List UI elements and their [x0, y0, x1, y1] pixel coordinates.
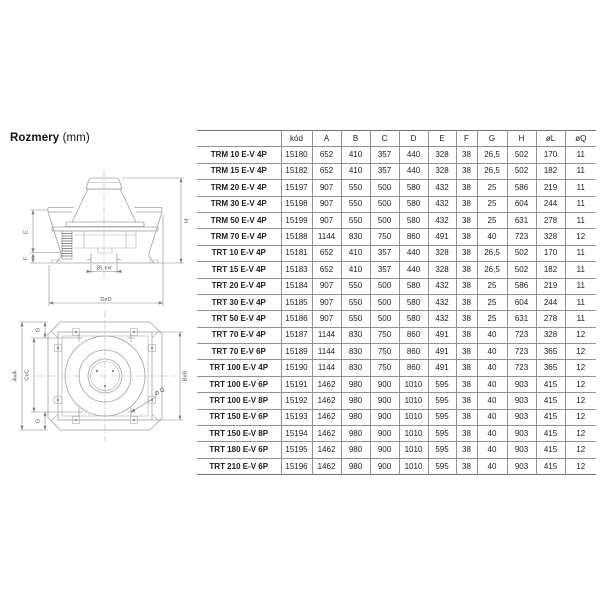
mounting-plate	[52, 227, 158, 231]
dimension-value: 900	[370, 426, 399, 442]
dimension-value: 432	[428, 311, 456, 327]
dimension-value: 12	[565, 442, 596, 458]
dimension-value: 38	[456, 344, 477, 360]
dimension-value: 328	[428, 163, 456, 179]
column-header: E	[428, 131, 456, 147]
column-header: F	[456, 131, 477, 147]
dimension-value: 860	[399, 344, 428, 360]
dimension-value: 40	[477, 376, 507, 392]
dimension-value: 26,5	[477, 262, 507, 278]
dimension-value: 652	[312, 245, 341, 261]
cowl-flange	[66, 222, 144, 227]
dimension-value: 1462	[312, 393, 341, 409]
model-name: TRT 50 E-V 4P	[197, 311, 281, 327]
motor-assembly	[74, 231, 136, 253]
model-name: TRM 15 E-V 4P	[197, 163, 281, 179]
dimension-value: 15189	[281, 344, 312, 360]
dimension-value: 11	[565, 294, 596, 310]
dimension-value: 40	[477, 442, 507, 458]
dimension-value: 15198	[281, 196, 312, 212]
dim-label-h: H	[184, 218, 190, 224]
table-row	[197, 458, 596, 474]
table-row	[197, 212, 596, 228]
dimension-value: 219	[536, 278, 565, 294]
dimension-value: 15195	[281, 442, 312, 458]
dimension-value: 38	[456, 147, 477, 163]
dimension-value: 15194	[281, 426, 312, 442]
dimension-value: 432	[428, 278, 456, 294]
dimension-value: 1462	[312, 458, 341, 474]
dimension-value: 500	[370, 311, 399, 327]
model-name: TRT 150 E-V 8P	[197, 426, 281, 442]
dimension-value: 750	[370, 360, 399, 376]
dimension-value: 860	[399, 360, 428, 376]
dim-label-ol-ext: ØL ext	[96, 265, 112, 272]
dimension-value: 244	[536, 294, 565, 310]
dimension-value: 38	[456, 163, 477, 179]
dimension-value: 750	[370, 327, 399, 343]
dimension-value: 15186	[281, 311, 312, 327]
dimension-value: 40	[477, 229, 507, 245]
dimension-value: 502	[507, 147, 536, 163]
column-header: kód	[281, 131, 312, 147]
dimension-value: 432	[428, 294, 456, 310]
dimension-value: 38	[456, 426, 477, 442]
column-header: H	[507, 131, 536, 147]
dimension-value: 415	[536, 409, 565, 425]
dimension-value: 440	[399, 262, 428, 278]
dimension-value: 415	[536, 426, 565, 442]
dimension-value: 903	[507, 393, 536, 409]
dimension-value: 40	[477, 327, 507, 343]
dimension-value: 12	[565, 360, 596, 376]
dimension-value: 980	[341, 393, 370, 409]
dimension-value: 410	[341, 262, 370, 278]
dimension-value: 12	[565, 426, 596, 442]
dimension-value: 15185	[281, 294, 312, 310]
dimension-value: 25	[477, 212, 507, 228]
column-header: D	[399, 131, 428, 147]
dimension-value: 278	[536, 212, 565, 228]
dimension-value: 219	[536, 180, 565, 196]
dim-label-bxb: BxB	[182, 370, 189, 382]
dimension-value: 491	[428, 229, 456, 245]
dimension-value: 502	[507, 262, 536, 278]
dimension-value: 1010	[399, 458, 428, 474]
dimension-value: 723	[507, 229, 536, 245]
dimension-value: 15196	[281, 458, 312, 474]
dimension-value: 25	[477, 196, 507, 212]
dimension-value: 26,5	[477, 245, 507, 261]
dimension-value: 38	[456, 442, 477, 458]
dimension-value: 40	[477, 426, 507, 442]
dimension-value: 415	[536, 442, 565, 458]
dimension-value: 440	[399, 245, 428, 261]
dimension-value: 432	[428, 180, 456, 196]
dimension-value: 604	[507, 196, 536, 212]
dimension-value: 980	[341, 426, 370, 442]
model-name: TRT 30 E-V 4P	[197, 294, 281, 310]
dimension-value: 11	[565, 163, 596, 179]
dimension-value: 11	[565, 278, 596, 294]
dim-label-f: F	[23, 256, 30, 261]
dimension-value: 750	[370, 344, 399, 360]
dimension-value: 38	[456, 294, 477, 310]
dimension-value: 12	[576, 461, 586, 471]
dimension-value: 830	[341, 327, 370, 343]
dimension-value: 750	[370, 229, 399, 245]
dimension-value: 550	[341, 311, 370, 327]
table-header	[197, 131, 596, 147]
dimension-value: 903	[507, 409, 536, 425]
dimension-value: 580	[399, 180, 428, 196]
dimension-value: 357	[370, 147, 399, 163]
dim-label-cxc: CxC	[24, 369, 31, 381]
dimension-value: 12	[565, 229, 596, 245]
model-name: TRM 10 E-V 4P	[197, 147, 281, 163]
dimension-value: 15199	[281, 212, 312, 228]
dimension-value: 980	[341, 409, 370, 425]
dimension-value: 723	[507, 360, 536, 376]
column-header: øL	[536, 131, 565, 147]
model-name: TRT 100 E-V 4P	[197, 360, 281, 376]
fan-side-view-drawing	[8, 160, 203, 310]
dimension-value: 15197	[281, 180, 312, 196]
table-row	[197, 311, 596, 327]
dimension-value: 860	[399, 229, 428, 245]
dimension-value: 1462	[312, 409, 341, 425]
model-name: TRT 100 E-V 8P	[197, 393, 281, 409]
table-row	[197, 360, 596, 376]
model-name: TRM 50 E-V 4P	[197, 212, 281, 228]
model-name: TRT 100 E-V 6P	[197, 376, 281, 392]
dimension-value: 491	[428, 327, 456, 343]
table-row	[197, 180, 596, 196]
dimension-value: 11	[565, 245, 596, 261]
dimension-value: 907	[312, 294, 341, 310]
dimension-value: 580	[399, 196, 428, 212]
dimension-value: 15192	[281, 393, 312, 409]
dimension-value: 907	[312, 278, 341, 294]
dimension-value: 38	[456, 278, 477, 294]
dimension-value: 1010	[399, 426, 428, 442]
dimension-value: 1144	[312, 344, 341, 360]
dimension-value: 580	[399, 212, 428, 228]
dimension-value: 595	[428, 409, 456, 425]
dimension-value: 15193	[281, 409, 312, 425]
table-row	[197, 229, 596, 245]
dimension-value: 12	[565, 344, 596, 360]
table-row	[197, 147, 596, 163]
base-cone	[48, 212, 162, 263]
dimension-value: 652	[312, 163, 341, 179]
table-row	[197, 376, 596, 392]
dimension-value: 38	[456, 376, 477, 392]
dimension-value: 15184	[281, 278, 312, 294]
dimension-value: 723	[507, 327, 536, 343]
dimension-value: 900	[370, 376, 399, 392]
dimension-value: 38	[456, 409, 477, 425]
column-header: A	[312, 131, 341, 147]
dimension-value: 1010	[399, 393, 428, 409]
model-name: TRM 70 E-V 4P	[197, 229, 281, 245]
dimension-value: 900	[370, 393, 399, 409]
dimension-value: 586	[507, 180, 536, 196]
dimension-value: 903	[507, 426, 536, 442]
dimension-value: 12	[565, 376, 596, 392]
dimension-value: 15191	[281, 376, 312, 392]
page-title-text: Rozmery	[10, 132, 60, 144]
dimension-value: 903	[507, 442, 536, 458]
dimension-value: 1010	[399, 376, 428, 392]
dimension-value: 900	[370, 458, 399, 474]
dimension-value: 500	[370, 212, 399, 228]
dimension-value: 15188	[281, 229, 312, 245]
dimension-value: 12	[565, 393, 596, 409]
dimension-value: 900	[370, 409, 399, 425]
dimension-value: 38	[456, 212, 477, 228]
dimension-value: 182	[536, 163, 565, 179]
dimension-value: 595	[428, 458, 456, 474]
dimension-value: 170	[536, 147, 565, 163]
dimension-value: 652	[312, 147, 341, 163]
table-body	[197, 147, 596, 475]
dimension-value: 440	[399, 163, 428, 179]
dim-label-axa: AxA	[12, 370, 19, 382]
table-row	[197, 409, 596, 425]
dimension-value: 25	[477, 278, 507, 294]
model-name: TRT 15 E-V 4P	[197, 262, 281, 278]
dimension-value: 502	[507, 163, 536, 179]
dimension-value: 903	[507, 376, 536, 392]
dimension-value: 38	[456, 262, 477, 278]
dim-label-g-top: G	[35, 327, 42, 333]
table-row	[197, 442, 596, 458]
dimension-value: 830	[341, 360, 370, 376]
dimension-value: 595	[428, 442, 456, 458]
dimension-value: 328	[536, 327, 565, 343]
dimension-value: 907	[312, 311, 341, 327]
dimension-value: 15180	[281, 147, 312, 163]
dimension-value: 328	[428, 245, 456, 261]
dimension-value: 903	[507, 458, 536, 474]
dimension-value: 830	[341, 344, 370, 360]
dimension-value: 25	[477, 180, 507, 196]
model-name: TRT 70 E-V 4P	[197, 327, 281, 343]
dimension-value: 631	[507, 311, 536, 327]
dimension-value: 328	[536, 229, 565, 245]
dimension-value: 170	[536, 245, 565, 261]
dimension-value: 328	[428, 262, 456, 278]
dimension-value: 40	[477, 344, 507, 360]
dimension-value: 595	[428, 393, 456, 409]
model-name: TRT 210 E-V 6P	[197, 458, 281, 474]
dimension-value: 580	[399, 278, 428, 294]
dimension-value: 38	[456, 311, 477, 327]
model-name: TRM 30 E-V 4P	[197, 196, 281, 212]
dimension-value: 550	[341, 196, 370, 212]
dimension-value: 410	[341, 147, 370, 163]
dimension-value: 900	[370, 442, 399, 458]
page-title-unit: (mm)	[62, 132, 90, 144]
corner-cell	[197, 131, 281, 147]
dimension-value: 550	[341, 180, 370, 196]
dimension-value: 38	[456, 458, 477, 474]
table-row	[197, 278, 596, 294]
dimension-value: 1462	[312, 442, 341, 458]
dimension-value: 410	[341, 245, 370, 261]
dimension-value: 1462	[312, 426, 341, 442]
dimension-value: 1144	[312, 229, 341, 245]
dimension-value: 723	[507, 344, 536, 360]
dimension-value: 410	[341, 163, 370, 179]
dimension-value: 491	[428, 360, 456, 376]
dimension-value: 980	[341, 458, 370, 474]
dimension-value: 502	[507, 245, 536, 261]
dimension-value: 595	[428, 426, 456, 442]
dimension-value: 40	[477, 393, 507, 409]
dimension-value: 1462	[312, 376, 341, 392]
dimension-value: 631	[507, 212, 536, 228]
dimension-value: 40	[477, 360, 507, 376]
fan-plan-view-drawing	[8, 308, 203, 453]
dimension-value: 595	[428, 376, 456, 392]
dim-label-e: E	[23, 230, 30, 234]
table-row	[197, 426, 596, 442]
model-name: TRT 20 E-V 4P	[197, 278, 281, 294]
model-name: TRT 70 E-V 6P	[197, 344, 281, 360]
dimension-value: 40	[477, 458, 507, 474]
dimension-value: 38	[456, 229, 477, 245]
dimension-value: 40	[477, 409, 507, 425]
dimension-value: 432	[428, 212, 456, 228]
dim-label-oq: Ø Q	[153, 386, 167, 398]
dimension-value: 500	[370, 294, 399, 310]
terminal-box-hatch	[62, 234, 72, 257]
dimension-value: 500	[370, 180, 399, 196]
dimension-value: 860	[399, 327, 428, 343]
model-name: TRT 180 E-V 6P	[197, 442, 281, 458]
dimension-value: 586	[507, 278, 536, 294]
model-name: TRT 150 E-V 6P	[197, 409, 281, 425]
dim-label-g-bottom: G	[35, 418, 42, 424]
table-row	[197, 344, 596, 360]
dim-label-dxd: DxD	[100, 297, 112, 303]
dimension-value: 12	[565, 327, 596, 343]
dimension-value: 12	[565, 409, 596, 425]
dimension-value: 11	[565, 262, 596, 278]
dimension-value: 440	[399, 147, 428, 163]
dimension-value: 15187	[281, 327, 312, 343]
dimension-value: 830	[341, 229, 370, 245]
dimension-value: 1144	[312, 360, 341, 376]
dimension-value: 415	[536, 458, 565, 474]
dimension-value: 15181	[281, 245, 312, 261]
dimension-value: 15183	[281, 262, 312, 278]
dimension-value: 432	[428, 196, 456, 212]
dimensions-table	[197, 130, 596, 475]
dimension-value: 365	[536, 344, 565, 360]
dimension-value: 980	[341, 376, 370, 392]
dimension-value: 907	[312, 180, 341, 196]
dimension-value: 580	[399, 294, 428, 310]
dimension-value: 11	[565, 180, 596, 196]
dimension-value: 652	[312, 262, 341, 278]
dimension-value: 38	[456, 196, 477, 212]
dimension-value: 550	[341, 294, 370, 310]
table-row	[197, 327, 596, 343]
dimension-value: 907	[312, 212, 341, 228]
dimension-value: 328	[428, 147, 456, 163]
dimension-value: 415	[536, 393, 565, 409]
column-header: øQ	[565, 131, 596, 147]
dimension-value: 278	[536, 311, 565, 327]
dimension-value: 11	[565, 196, 596, 212]
dimension-value: 980	[341, 442, 370, 458]
dimension-value: 357	[370, 262, 399, 278]
dimension-value: 357	[370, 245, 399, 261]
dimension-value: 604	[507, 294, 536, 310]
dimension-value: 15190	[281, 360, 312, 376]
column-header: C	[370, 131, 399, 147]
dimension-value: 26,5	[477, 147, 507, 163]
table-row	[197, 262, 596, 278]
dimension-value: 25	[477, 311, 507, 327]
model-name: TRT 10 E-V 4P	[197, 245, 281, 261]
column-header: B	[341, 131, 370, 147]
dimension-value: 907	[312, 196, 341, 212]
dimension-value: 580	[399, 311, 428, 327]
dimension-value: 11	[565, 311, 596, 327]
dimension-value: 357	[370, 163, 399, 179]
dimension-value: 415	[536, 376, 565, 392]
dimension-value: 11	[565, 212, 596, 228]
dimension-value: 491	[428, 344, 456, 360]
dimension-value: 500	[370, 196, 399, 212]
table-row	[197, 196, 596, 212]
table-row	[197, 245, 596, 261]
column-header: G	[477, 131, 507, 147]
dimension-value: 1144	[312, 327, 341, 343]
dimension-value: 11	[565, 147, 596, 163]
dimension-value: 550	[341, 212, 370, 228]
dimension-value: 38	[456, 180, 477, 196]
dimension-value: 1010	[399, 409, 428, 425]
table-row	[197, 393, 596, 409]
page-title	[10, 132, 90, 144]
dimension-value: 244	[536, 196, 565, 212]
dimension-value: 1010	[399, 442, 428, 458]
dimension-value: 38	[456, 360, 477, 376]
dimension-value: 38	[456, 393, 477, 409]
table-row	[197, 163, 596, 179]
dimension-value: 500	[370, 278, 399, 294]
model-name: TRM 20 E-V 4P	[197, 180, 281, 196]
table-row	[197, 294, 596, 310]
dimension-value: 26,5	[477, 163, 507, 179]
dimension-value: 25	[477, 294, 507, 310]
dimension-value: 365	[536, 360, 565, 376]
dimension-value: 15182	[281, 163, 312, 179]
dimension-value: 38	[456, 245, 477, 261]
dimension-value: 550	[341, 278, 370, 294]
dimension-value: 38	[456, 327, 477, 343]
dimension-value: 182	[536, 262, 565, 278]
